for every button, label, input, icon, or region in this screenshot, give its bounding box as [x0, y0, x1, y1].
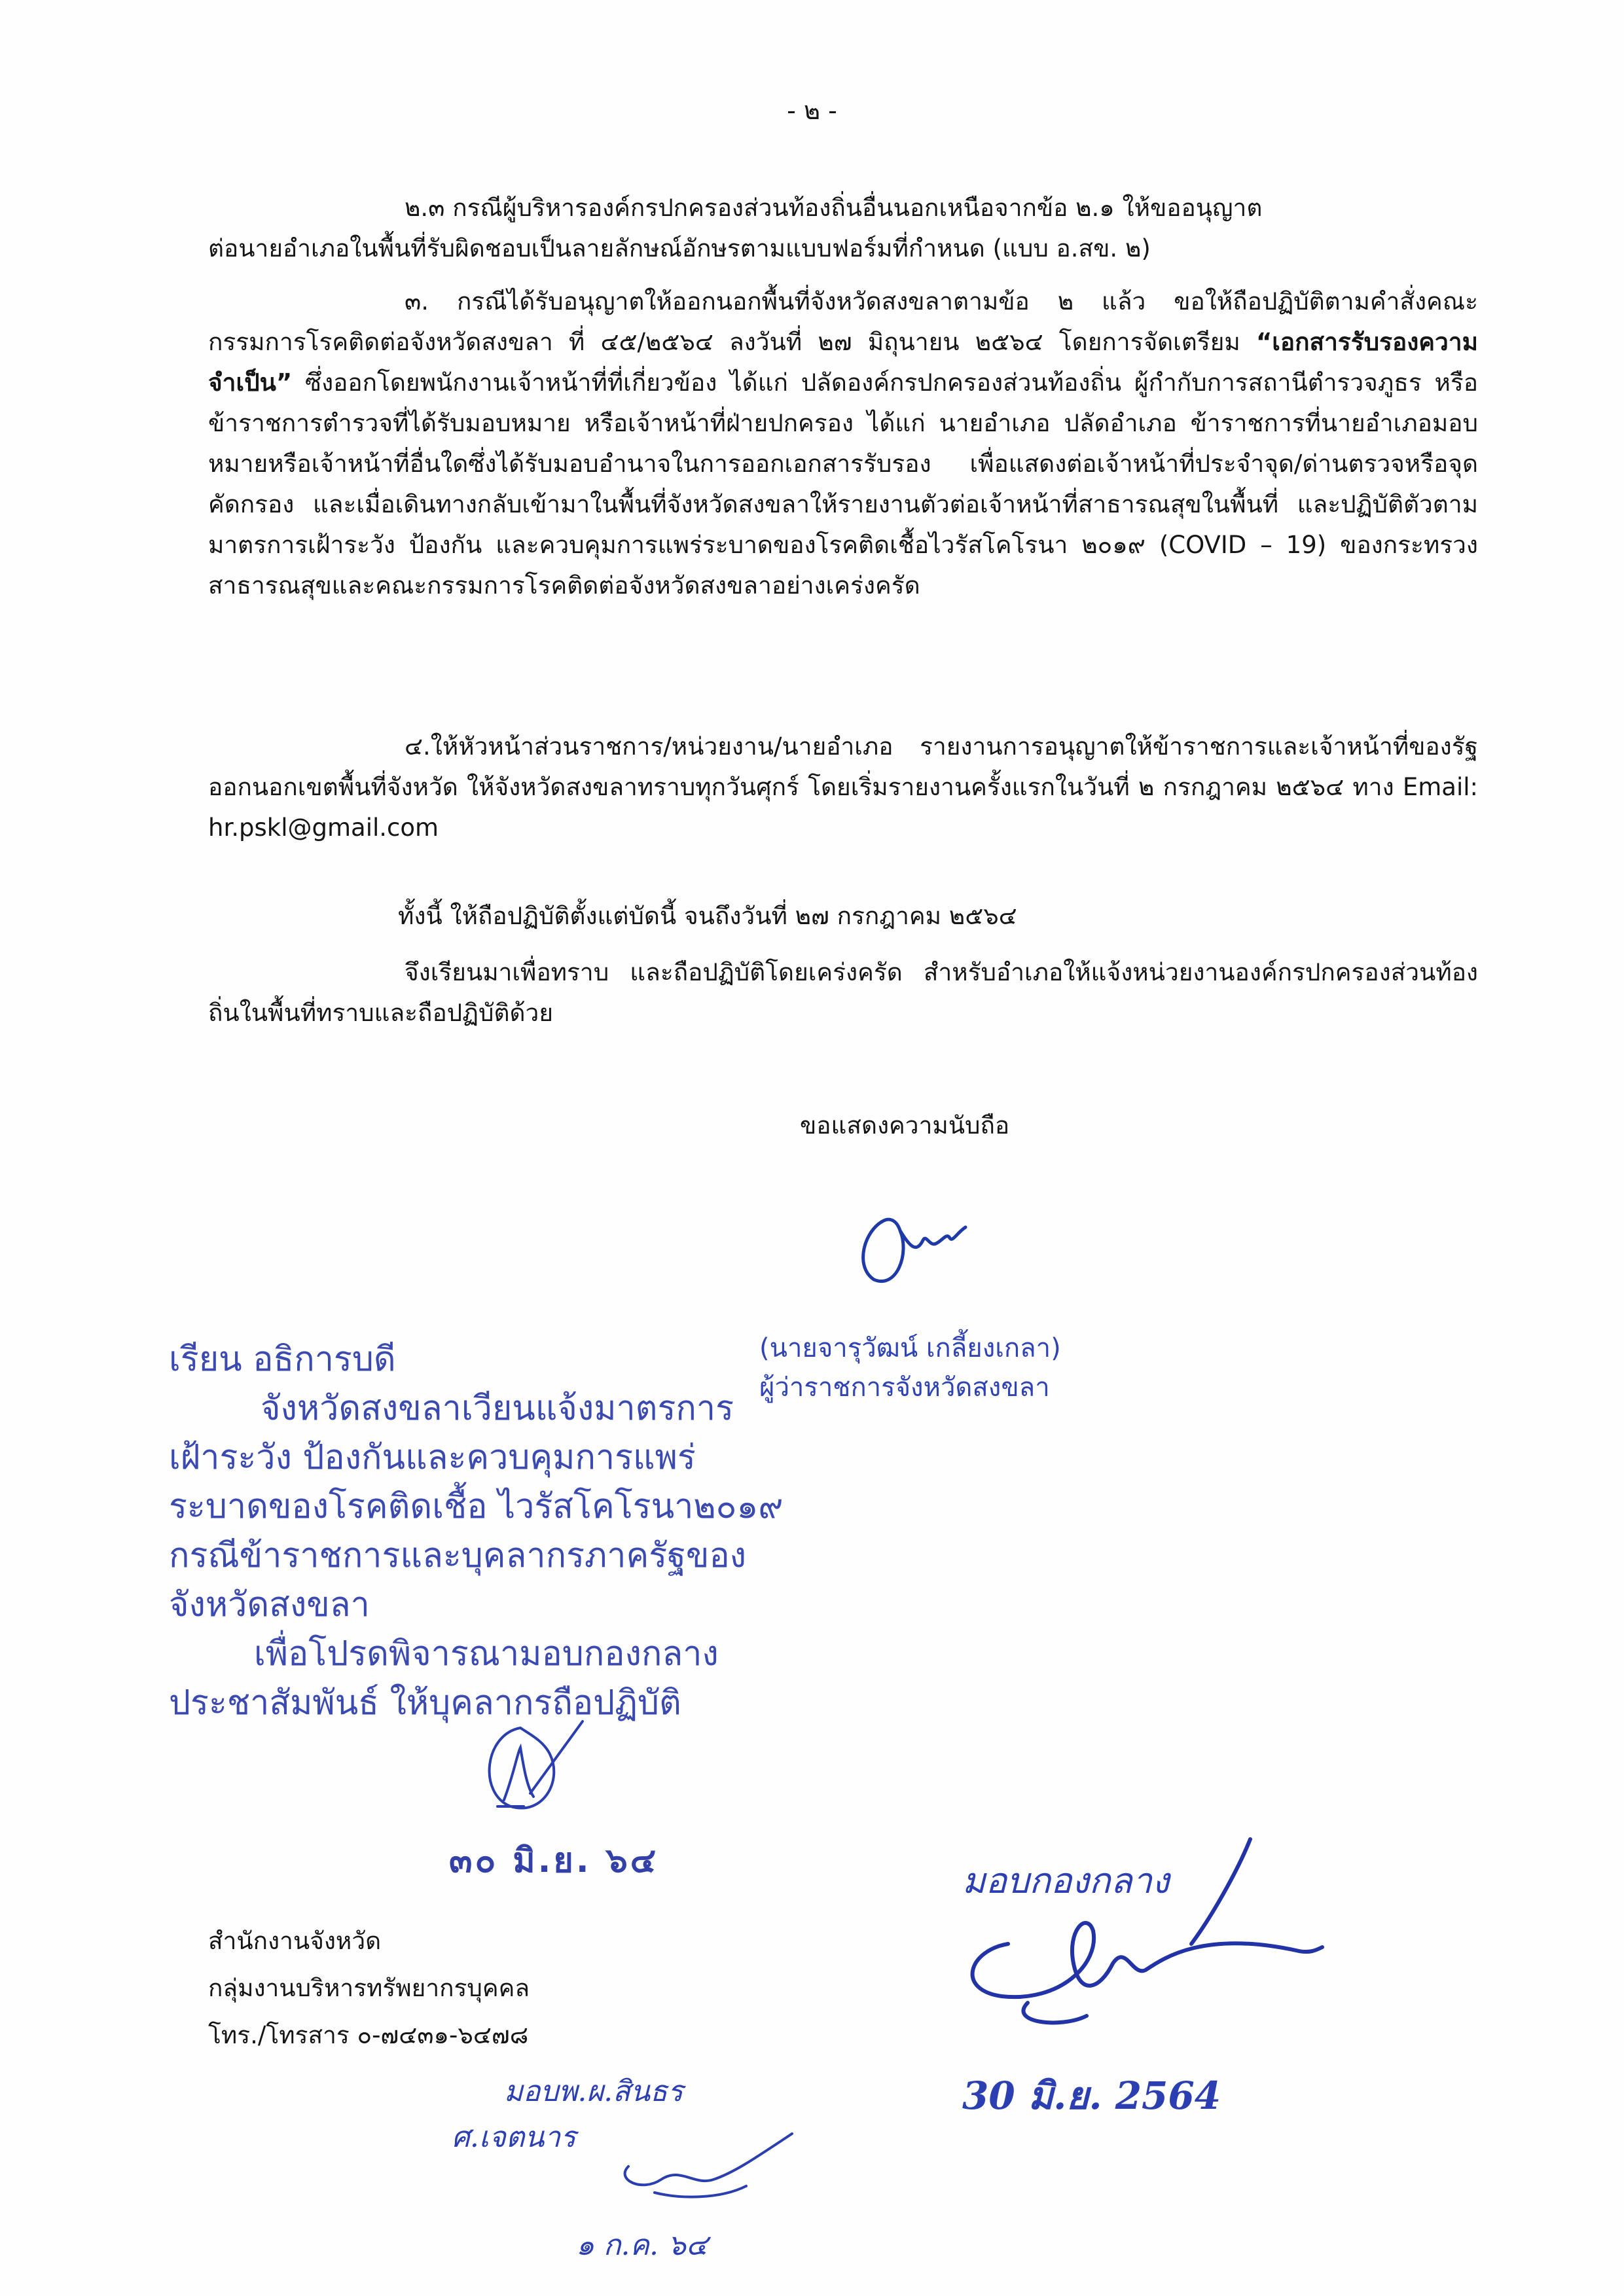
- handwritten-bottom-1: มอบพ.ผ.สินธร: [504, 2075, 683, 2108]
- memo-line-3: เฝ้าระวัง ป้องกันและควบคุมการแพร่: [169, 1438, 696, 1477]
- memo-line-8: ประชาสัมพันธ์ ให้บุคลากรถือปฏิบัติ: [169, 1683, 681, 1723]
- effective-date-text: ทั้งนี้ ให้ถือปฏิบัติตั้งแต่บัดนี้ จนถึงวันที่ ๒๗ กรกฎาคม ๒๕๖๔: [398, 902, 1017, 930]
- memo-line-5: กรณีข้าราชการและบุคลากรภาครัฐของ: [169, 1536, 747, 1575]
- bottom-initial-signature: [602, 2121, 812, 2225]
- signer-block: [759, 1329, 1061, 1407]
- handwritten-memo: [169, 1335, 783, 1728]
- handwritten-bottom-date: ๑ ก.ค. ๖๔: [576, 2229, 708, 2262]
- governor-signature: [844, 1194, 1001, 1293]
- office-phone: โทร./โทรสาร ๐-๗๔๓๑-๖๔๗๘: [208, 2021, 529, 2049]
- para-3: [208, 281, 1478, 606]
- para-3-text-b: ซึ่งออกโดยพนักงานเจ้าหน้าที่ที่เกี่ยวข้อง ได้แก่ ปลัดองค์กรปกครองส่วนท้องถิ่น ผู้กำกับการสถานีตำรวจภูธร หรือข้าราชการตำรวจที่ได้รับมอบหมาย หรือเจ้าหน้าที่ฝ่ายปกครอง ได้แก่ นายอำเภอ ปลัดอำเภอ ข้าราชการที่นายอำเภอมอบหมายหรือเจ้าหน้าที่อื่นใดซึ่งได้รับมอบอำนาจในการออกเอกสารรับรอง เพื่อแสดงต่อเจ้าหน้าที่ประจำจุด/ด่านตรวจหรือจุดคัดกรอง และเมื่อเดินทางกลับเข้ามาในพื้นที่จังหวัดสงขลาให้รายงานตัวต่อเจ้าหน้าที่สาธารณสุขในพื้นที่ และปฏิบัติตัวตามมาตรการเฝ้าระวัง ป้องกัน และควบคุมการแพร่ระบาดของโรคติดเชื้อไวรัสโคโรนา ๒๐๑๙ (COVID – 19) ของกระทรวงสาธารณสุขและคณะกรรมการโรคติดต่อจังหวัดสงขลาอย่างเคร่งครัด: [208, 368, 1478, 600]
- memo-line-6: จังหวัดสงขลา: [169, 1585, 370, 1624]
- memo-line-1: เรียน อธิการบดี: [169, 1340, 396, 1379]
- handwritten-assign: มอบกองกลาง: [962, 1860, 1170, 1901]
- para-2-3-line2: ต่อนายอำเภอในพื้นที่รับผิดชอบเป็นลายลักษณ์อักษรตามแบบฟอร์มที่กำหนด (แบบ อ.สข. ๒): [208, 234, 1151, 262]
- page-number: - ๒ -: [787, 96, 837, 125]
- memo-date: ๓๐ มิ.ย. ๖๔: [449, 1841, 659, 1880]
- signer-title: ผู้ว่าราชการจังหวัดสงขลา: [759, 1372, 1050, 1403]
- office-division: กลุ่มงานบริหารทรัพยากรบุคคล: [208, 1974, 530, 2002]
- memo-initial-signature: [458, 1715, 602, 1826]
- memo-line-2: จังหวัดสงขลาเวียนแจ้งมาตรการ: [261, 1389, 734, 1428]
- request-paragraph: จึงเรียนมาเพื่อทราบ และถือปฏิบัติโดยเคร่งครัด สำหรับอำเภอให้แจ้งหน่วยงานองค์กรปกครองส่วนท้องถิ่นในพื้นที่ทราบและถือปฏิบัติด้วย: [208, 958, 1478, 1027]
- signer-name: (นายจารุวัฒน์ เกลี้ยงเกลา): [759, 1333, 1061, 1363]
- para-3-bold: “เอกสารรับรองความจำเป็น”: [208, 328, 1478, 397]
- para-3-text-a: ๓. กรณีได้รับอนุญาตให้ออกนอกพื้นที่จังหวัดสงขลาตามข้อ ๒ แล้ว ขอให้ถือปฏิบัติตามคำสั่งคณะกรรมการโรคติดต่อจังหวัดสงขลา ที่ ๔๕/๒๕๖๔ ลงวันที่ ๒๗ มิถุนายน ๒๕๖๔ โดยการจัดเตรียม: [208, 287, 1478, 356]
- para-4: ๔.ให้หัวหน้าส่วนราชการ/หน่วยงาน/นายอำเภอ รายงานการอนุญาตให้ข้าราชการและเจ้าหน้าที่ของรัฐออกนอกเขตพื้นที่จังหวัด ให้จังหวัดสงขลาทราบทุกวันศุกร์ โดยเริ่มรายงานครั้งแรกในวันที่ ๒ กรกฎาคม ๒๕๖๔ ทาง Email: hr.pskl@gmail.com: [208, 732, 1478, 842]
- office-name: สำนักงานจังหวัด: [208, 1927, 382, 1955]
- handwritten-bottom-2: ศ.เจตนาร: [452, 2121, 576, 2154]
- memo-line-4: ระบาดของโรคติดเชื้อ ไวรัสโคโรนา๒๐๑๙: [169, 1487, 784, 1526]
- office-block: [208, 1918, 530, 2059]
- handwritten-date: 30 มิ.ย. 2564: [962, 2073, 1221, 2118]
- memo-line-7: เพื่อโปรดพิจารณามอบกองกลาง: [254, 1634, 719, 1674]
- para-2-3-line1: ๒.๓ กรณีผู้บริหารองค์กรปกครองส่วนท้องถิ่นอื่นนอกเหนือจากข้อ ๒.๑ ให้ขออนุญาต: [405, 194, 1263, 222]
- closing-phrase: ขอแสดงความนับถือ: [800, 1111, 1010, 1139]
